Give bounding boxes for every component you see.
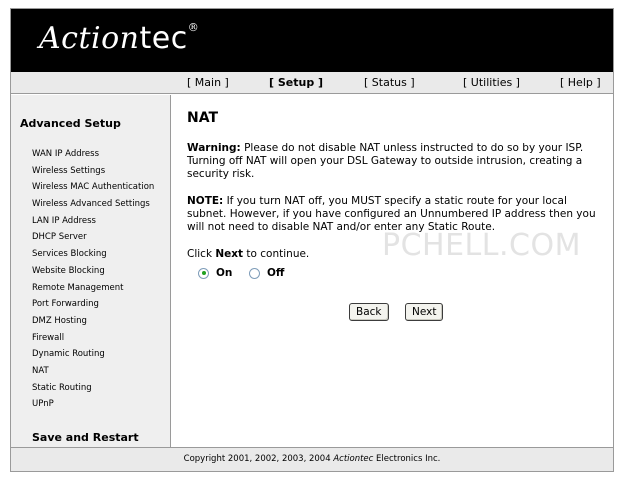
instruction-next-word: Next [215,248,244,260]
top-nav [11,72,613,94]
nav-setup[interactable]: [ Setup ] [269,76,324,89]
nat-off-option[interactable] [249,267,284,279]
instruction-text [187,248,607,261]
copyright-prefix: Copyright 2001, 2002, 2003, 2004 [183,454,334,464]
header-bar [11,9,613,72]
sidebar-title: Advanced Setup [20,117,121,130]
logo-text-main: Action [39,21,140,56]
sidebar-item-nat[interactable]: NAT [32,365,49,376]
nat-off-radio[interactable] [249,268,260,279]
nat-on-option[interactable] [198,267,232,279]
sidebar-item-services-blocking[interactable]: Services Blocking [32,249,107,260]
actiontec-logo [39,21,199,56]
sidebar-item-wireless-settings[interactable]: Wireless Settings [32,165,106,176]
sidebar-item-wireless-mac-authentication[interactable]: Wireless MAC Authentication [32,182,155,193]
sidebar-item-dmz-hosting[interactable]: DMZ Hosting [32,315,87,326]
nav-main[interactable]: [ Main ] [187,76,229,89]
nav-status[interactable]: [ Status ] [364,76,415,89]
logo-registered-mark: ® [187,21,200,34]
nat-on-radio[interactable] [198,268,209,279]
footer [11,447,613,471]
copyright-suffix: Electronics Inc. [373,454,441,464]
nav-utilities[interactable]: [ Utilities ] [463,76,520,89]
instruction-prefix: Click [187,248,216,260]
page-title: NAT [187,110,219,126]
back-button[interactable]: Back [349,303,389,321]
note-label: NOTE: [187,195,224,207]
warning-text: Please do not disable NAT unless instructed to do so by your ISP. Turning off NAT will open your DSL Gateway to outside intrusion, creating a security risk. [187,142,584,180]
nat-on-label: On [216,267,233,279]
sidebar-item-wireless-advanced-settings[interactable]: Wireless Advanced Settings [32,199,150,210]
save-and-restart-link[interactable]: Save and Restart [32,431,139,444]
sidebar-item-lan-ip-address[interactable]: LAN IP Address [32,215,96,226]
main-content [172,95,613,447]
note-paragraph [187,195,607,234]
sidebar-item-static-routing[interactable]: Static Routing [32,382,92,393]
sidebar-item-port-forwarding[interactable]: Port Forwarding [32,299,99,310]
copyright-brand: Actiontec [333,454,374,464]
instruction-suffix: to continue. [243,248,310,260]
sidebar [11,95,171,447]
logo-text-tail: tec [139,21,188,56]
warning-paragraph [187,142,607,181]
sidebar-item-dhcp-server[interactable]: DHCP Server [32,232,87,243]
sidebar-item-firewall[interactable]: Firewall [32,332,65,343]
copyright-text [11,454,613,464]
note-text: If you turn NAT off, you MUST specify a static route for your local subnet. However, if you have configured an Unnumbered IP address then you will not need to disable NAT and/or enter any Static Route. [187,195,596,233]
sidebar-item-website-blocking[interactable]: Website Blocking [32,265,105,276]
warning-label: Warning: [187,142,241,154]
sidebar-item-remote-management[interactable]: Remote Management [32,282,124,293]
nat-off-label: Off [267,267,285,279]
sidebar-menu [32,146,154,413]
next-button[interactable]: Next [405,303,443,321]
nav-help[interactable]: [ Help ] [560,76,601,89]
sidebar-item-wan-ip-address[interactable]: WAN IP Address [32,149,99,159]
sidebar-item-dynamic-routing[interactable]: Dynamic Routing [32,349,105,360]
sidebar-item-upnp[interactable]: UPnP [32,399,54,410]
router-admin-frame [10,8,614,472]
watermark-text: PCHELL.COM [382,228,581,263]
